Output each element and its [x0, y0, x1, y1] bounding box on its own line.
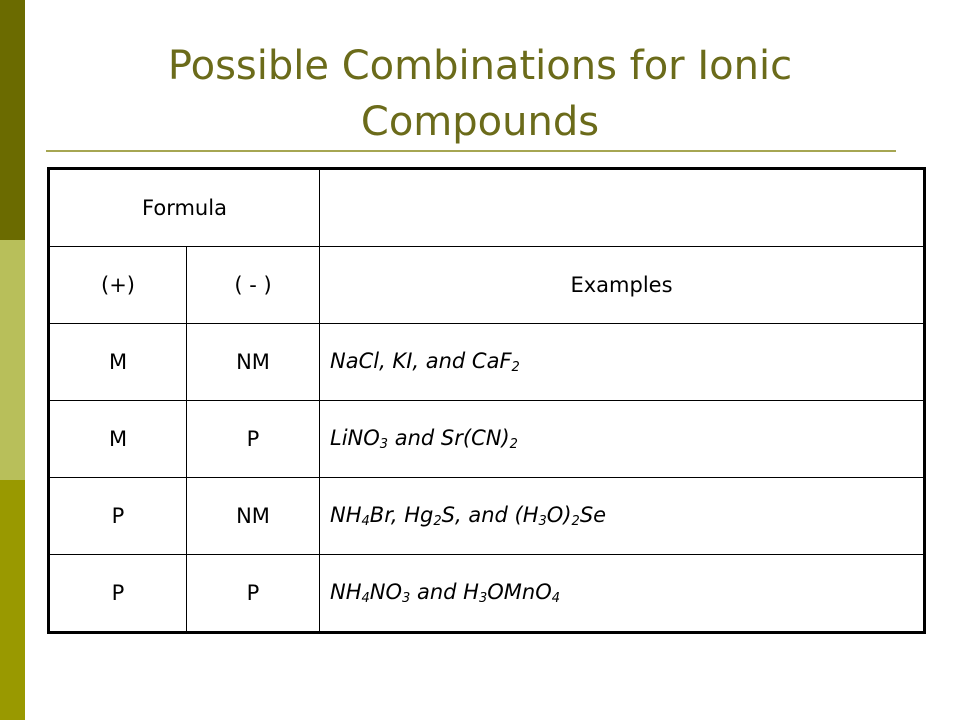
table-header-row-formula: [49, 169, 925, 247]
ionic-combinations-table: [47, 167, 926, 634]
table-row: [49, 555, 925, 633]
formula-header: Formula: [49, 169, 320, 247]
title-divider: [46, 150, 896, 152]
anion-header: ( - ): [187, 247, 320, 324]
left-accent-bar-middle: [0, 240, 25, 480]
table-row: [49, 324, 925, 401]
cation-cell: M: [49, 324, 187, 401]
slide-title-line-1: Possible Combinations for Ionic: [167, 43, 793, 89]
left-accent-bar-bottom: [0, 480, 25, 720]
cation-cell: M: [49, 401, 187, 478]
table-row: [49, 478, 925, 555]
table-header-row-columns: [49, 247, 925, 324]
example-cell: LiNO$_3$ and $Sr(CN)_2$: [320, 401, 925, 478]
example-cell: $NH_4Br$, $Hg_2S$, and $(H_3O)_2Se$: [320, 478, 925, 555]
example-cell: $NH_4NO_3$ and $H_3OMnO_4$: [320, 555, 925, 633]
left-accent-bar-top: [0, 0, 25, 240]
examples-header: Examples: [320, 247, 925, 324]
slide-title-line-2: Compounds: [360, 99, 600, 145]
cation-header: (+): [49, 247, 187, 324]
slide-title: [80, 38, 880, 150]
anion-cell: P: [187, 401, 320, 478]
anion-cell: NM: [187, 478, 320, 555]
cation-cell: P: [49, 555, 187, 633]
anion-cell: P: [187, 555, 320, 633]
cation-cell: P: [49, 478, 187, 555]
table-row: [49, 401, 925, 478]
empty-header-cell: [320, 169, 925, 247]
example-cell: NaCl, KI, and CaF$_2$: [320, 324, 925, 401]
anion-cell: NM: [187, 324, 320, 401]
